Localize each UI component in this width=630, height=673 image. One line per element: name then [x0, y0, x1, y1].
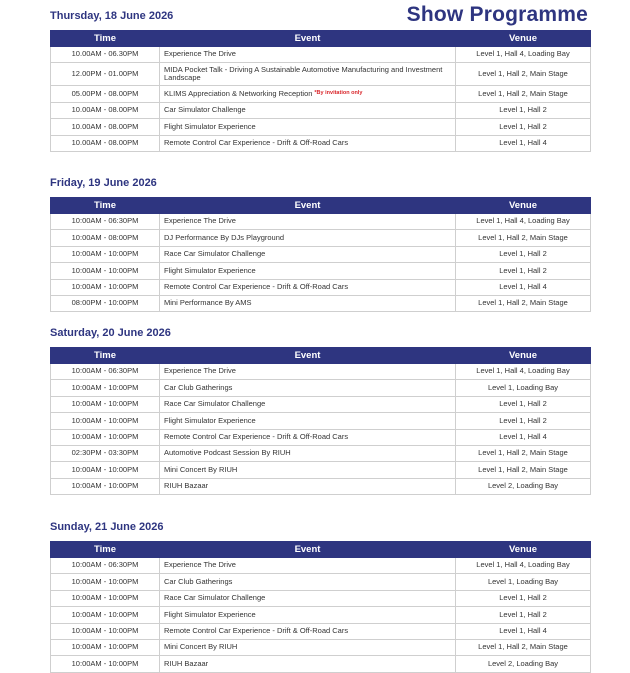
time-cell: 10:00AM - 10:00PM	[51, 639, 160, 655]
venue-cell: Level 1, Hall 2, Main Stage	[456, 230, 591, 246]
time-cell: 10:00AM - 10:00PM	[51, 413, 160, 429]
table-row	[51, 380, 591, 396]
time-cell: 10:00AM - 10:00PM	[51, 590, 160, 606]
table-row	[51, 639, 591, 655]
table-row	[51, 86, 591, 102]
event-cell	[160, 295, 456, 311]
venue-cell: Level 1, Hall 4, Loading Bay	[456, 364, 591, 380]
event-cell	[160, 102, 456, 118]
event-name: Experience The Drive	[164, 49, 236, 59]
time-cell: 10:00AM - 10:00PM	[51, 462, 160, 478]
time-cell: 10:00AM - 06:30PM	[51, 558, 160, 574]
event-name: RIUH Bazaar	[164, 481, 209, 491]
event-cell	[160, 135, 456, 151]
event-name: Automotive Podcast Session By RIUH	[164, 448, 291, 458]
venue-cell: Level 1, Hall 2	[456, 263, 591, 279]
event-column-header: Event	[160, 198, 456, 214]
event-cell	[160, 413, 456, 429]
table-row	[51, 63, 591, 86]
time-cell: 10:00AM - 10:00PM	[51, 623, 160, 639]
time-cell: 10:00AM - 10:00PM	[51, 246, 160, 262]
event-cell	[160, 590, 456, 606]
table-row	[51, 462, 591, 478]
time-cell: 10:00AM - 10:00PM	[51, 429, 160, 445]
table-row	[51, 102, 591, 118]
event-name: Car Simulator Challenge	[164, 105, 246, 115]
schedule-table	[50, 30, 591, 152]
time-cell: 12.00PM - 01.00PM	[51, 63, 160, 86]
invitation-note: *By invitation only	[314, 89, 363, 96]
table-header-row	[51, 31, 591, 47]
day-title: Sunday, 21 June 2026	[50, 521, 164, 533]
day-title: Thursday, 18 June 2026	[50, 10, 174, 22]
time-cell: 10:00AM - 10:00PM	[51, 263, 160, 279]
event-name: Mini Concert By RIUH	[164, 464, 238, 474]
time-cell: 08:00PM - 10:00PM	[51, 295, 160, 311]
venue-cell: Level 1, Hall 2	[456, 590, 591, 606]
event-column-header: Event	[160, 31, 456, 47]
event-name: Remote Control Car Experience - Drift & Off-Road Cars	[164, 137, 349, 147]
event-cell	[160, 656, 456, 672]
time-cell: 10:00AM - 10:00PM	[51, 380, 160, 396]
venue-column-header: Venue	[456, 348, 591, 364]
day-title: Saturday, 20 June 2026	[50, 327, 171, 339]
event-name: DJ Performance By DJs Playground	[164, 232, 285, 242]
table-row	[51, 607, 591, 623]
table-row	[51, 295, 591, 311]
event-name: Remote Control Car Experience - Drift & Off-Road Cars	[164, 625, 349, 635]
venue-cell: Level 1, Hall 2	[456, 102, 591, 118]
table-header-row	[51, 542, 591, 558]
schedule-table	[50, 347, 591, 495]
time-column-header: Time	[51, 542, 160, 558]
venue-column-header: Venue	[456, 542, 591, 558]
venue-cell: Level 2, Loading Bay	[456, 478, 591, 494]
time-cell: 10:00AM - 10:00PM	[51, 574, 160, 590]
table-row	[51, 246, 591, 262]
event-name: Mini Performance By AMS	[164, 298, 252, 308]
venue-cell: Level 1, Hall 2, Main Stage	[456, 639, 591, 655]
venue-column-header: Venue	[456, 31, 591, 47]
event-name: Flight Simulator Experience	[164, 609, 256, 619]
venue-cell: Level 1, Hall 2, Main Stage	[456, 295, 591, 311]
venue-cell: Level 2, Loading Bay	[456, 656, 591, 672]
venue-cell: Level 1, Hall 2, Main Stage	[456, 86, 591, 102]
time-cell: 10:00AM - 08:00PM	[51, 230, 160, 246]
time-cell: 10.00AM - 08.00PM	[51, 135, 160, 151]
event-cell	[160, 246, 456, 262]
table-row	[51, 396, 591, 412]
event-name: Car Club Gatherings	[164, 576, 233, 586]
event-cell	[160, 263, 456, 279]
event-cell	[160, 558, 456, 574]
table-row	[51, 47, 591, 63]
time-cell: 10.00AM - 08.00PM	[51, 102, 160, 118]
time-cell: 10:00AM - 06:30PM	[51, 214, 160, 230]
venue-cell: Level 1, Hall 2	[456, 413, 591, 429]
event-name: Race Car Simulator Challenge	[164, 399, 266, 409]
table-row	[51, 656, 591, 672]
time-cell: 02:30PM - 03:30PM	[51, 445, 160, 461]
venue-cell: Level 1, Hall 2, Main Stage	[456, 445, 591, 461]
table-row	[51, 574, 591, 590]
venue-cell: Level 1, Hall 4	[456, 279, 591, 295]
page-title: Show Programme	[406, 3, 588, 26]
time-cell: 10.00AM - 06.30PM	[51, 47, 160, 63]
day-title: Friday, 19 June 2026	[50, 177, 157, 189]
table-row	[51, 119, 591, 135]
time-column-header: Time	[51, 348, 160, 364]
event-name: MIDA Pocket Talk - Driving A Sustainable Automotive Manufacturing and Investment Landscape	[164, 64, 443, 83]
schedule-table	[50, 541, 591, 673]
event-name: Race Car Simulator Challenge	[164, 249, 266, 259]
table-header-row	[51, 348, 591, 364]
table-row	[51, 478, 591, 494]
event-cell	[160, 607, 456, 623]
event-cell	[160, 230, 456, 246]
event-cell	[160, 429, 456, 445]
venue-cell: Level 1, Hall 4	[456, 623, 591, 639]
event-cell	[160, 478, 456, 494]
event-cell	[160, 364, 456, 380]
event-name: Mini Concert By RIUH	[164, 642, 238, 652]
table-row	[51, 558, 591, 574]
table-row	[51, 230, 591, 246]
venue-column-header: Venue	[456, 198, 591, 214]
venue-cell: Level 1, Hall 4	[456, 135, 591, 151]
event-cell	[160, 639, 456, 655]
time-cell: 05.00PM - 08.00PM	[51, 86, 160, 102]
event-cell	[160, 119, 456, 135]
event-cell	[160, 445, 456, 461]
event-column-header: Event	[160, 348, 456, 364]
event-name: Car Club Gatherings	[164, 382, 233, 392]
venue-cell: Level 1, Loading Bay	[456, 380, 591, 396]
event-name: Race Car Simulator Challenge	[164, 593, 266, 603]
table-row	[51, 413, 591, 429]
time-cell: 10:00AM - 10:00PM	[51, 279, 160, 295]
table-row	[51, 279, 591, 295]
venue-cell: Level 1, Hall 2, Main Stage	[456, 462, 591, 478]
event-cell	[160, 279, 456, 295]
event-cell	[160, 380, 456, 396]
schedule-table	[50, 197, 591, 312]
table-row	[51, 135, 591, 151]
event-name: KLIMS Appreciation & Networking Reception	[164, 88, 313, 98]
event-cell	[160, 214, 456, 230]
event-cell	[160, 396, 456, 412]
time-cell: 10:00AM - 06:30PM	[51, 364, 160, 380]
venue-cell: Level 1, Hall 2	[456, 119, 591, 135]
event-column-header: Event	[160, 542, 456, 558]
event-name: Remote Control Car Experience - Drift & Off-Road Cars	[164, 431, 349, 441]
event-cell	[160, 63, 456, 86]
table-row	[51, 429, 591, 445]
venue-cell: Level 1, Hall 4, Loading Bay	[456, 47, 591, 63]
venue-cell: Level 1, Hall 4	[456, 429, 591, 445]
table-row	[51, 214, 591, 230]
event-name: Flight Simulator Experience	[164, 265, 256, 275]
venue-cell: Level 1, Hall 4, Loading Bay	[456, 558, 591, 574]
time-column-header: Time	[51, 31, 160, 47]
event-cell	[160, 86, 456, 102]
table-row	[51, 445, 591, 461]
venue-cell: Level 1, Hall 2, Main Stage	[456, 63, 591, 86]
venue-cell: Level 1, Hall 2	[456, 396, 591, 412]
venue-cell: Level 1, Hall 2	[456, 607, 591, 623]
table-row	[51, 623, 591, 639]
time-column-header: Time	[51, 198, 160, 214]
table-row	[51, 590, 591, 606]
time-cell: 10.00AM - 08.00PM	[51, 119, 160, 135]
table-header-row	[51, 198, 591, 214]
event-name: RIUH Bazaar	[164, 658, 209, 668]
table-row	[51, 263, 591, 279]
event-name: Flight Simulator Experience	[164, 415, 256, 425]
table-row	[51, 364, 591, 380]
event-name: Experience The Drive	[164, 560, 236, 570]
event-cell	[160, 462, 456, 478]
time-cell: 10:00AM - 10:00PM	[51, 396, 160, 412]
event-name: Flight Simulator Experience	[164, 121, 256, 131]
time-cell: 10:00AM - 10:00PM	[51, 478, 160, 494]
time-cell: 10:00AM - 10:00PM	[51, 607, 160, 623]
event-name: Experience The Drive	[164, 366, 236, 376]
event-cell	[160, 574, 456, 590]
venue-cell: Level 1, Hall 2	[456, 246, 591, 262]
venue-cell: Level 1, Loading Bay	[456, 574, 591, 590]
event-name: Experience The Drive	[164, 216, 236, 226]
venue-cell: Level 1, Hall 4, Loading Bay	[456, 214, 591, 230]
time-cell: 10:00AM - 10:00PM	[51, 656, 160, 672]
event-cell	[160, 623, 456, 639]
event-name: Remote Control Car Experience - Drift & Off-Road Cars	[164, 281, 349, 291]
event-cell	[160, 47, 456, 63]
